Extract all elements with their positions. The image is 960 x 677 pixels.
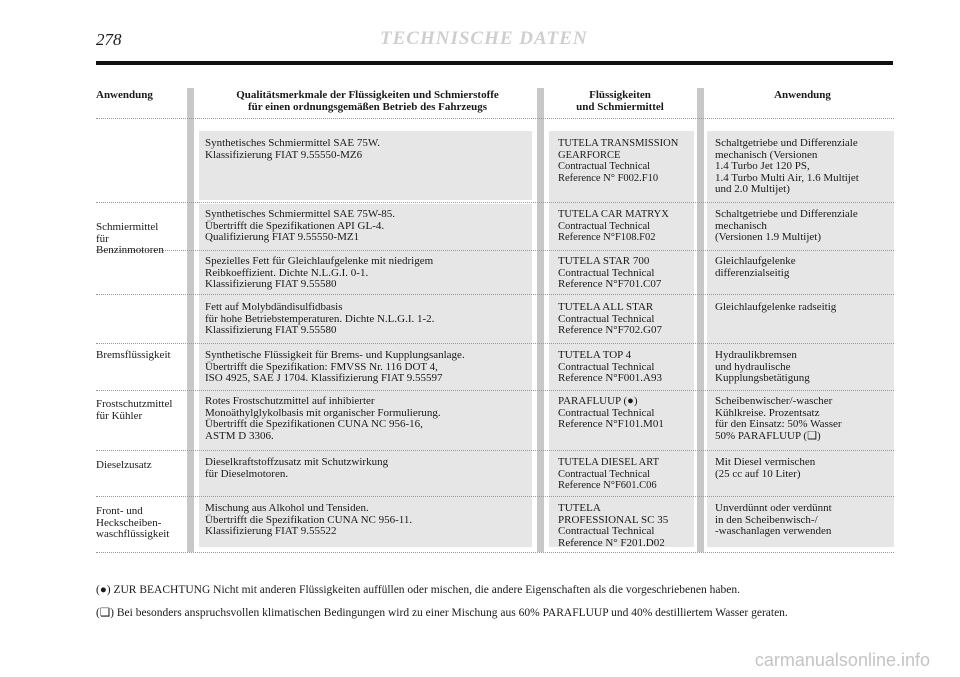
quality-cell: Synthetisches Schmiermittel SAE 75W-85. Übertrifft die Spezifikationen API GL-4. Qualifizierung FIAT 9.55550-MZ1 <box>205 208 396 243</box>
row-separator <box>96 552 894 553</box>
product-cell: TUTELA ALL STAR Contractual Technical Reference N°F702.G07 <box>558 301 662 336</box>
column-divider <box>697 88 704 552</box>
column-header-quality-line2: für einen ordnungsgemäßen Betrieb des Fahrzeugs <box>247 101 488 113</box>
group-label: Schmiermittel für Benzinmotoren <box>96 221 164 256</box>
usage-cell: Unverdünnt oder verdünnt in den Scheibenwisch-/ -waschanlagen verwenden <box>715 502 832 537</box>
watermark: carmanualsonline.info <box>754 650 930 670</box>
column-header-fluids <box>545 89 695 113</box>
footnote: (❑) Bei besonders anspruchsvollen klimatischen Bedingungen wird zu einer Mischung aus 60% PARAFLUUP und 40% destilliertem Wasser geraten. <box>96 607 788 619</box>
column-header-quality-line1: Qualitätsmerkmale der Flüssigkeiten und Schmierstoffe <box>236 89 499 101</box>
usage-cell: Gleichlaufgelenke radseitig <box>715 301 837 313</box>
quality-cell: Synthetische Flüssigkeit für Brems- und Kupplungsanlage. Übertrifft die Spezifikation: FMVSS Nr. 116 DOT 4, ISO 4925, SAE J 1704. Klassifizierung FIAT 9.55597 <box>205 349 465 384</box>
quality-cell: Rotes Frostschutzmittel auf inhibierter Monoäthylglykolbasis mit organischer Formulierung. Übertrifft die Spezifikationen CUNA NC 956-16, ASTM D 3306. <box>205 395 441 442</box>
row-separator <box>96 118 894 119</box>
column-divider <box>187 88 194 552</box>
group-label: Bremsflüssigkeit <box>96 349 171 361</box>
row-separator <box>96 450 894 451</box>
page-number: 278 <box>96 30 122 49</box>
quality-cell: Synthetisches Schmiermittel SAE 75W. Klassifizierung FIAT 9.55550-MZ6 <box>205 137 380 161</box>
usage-cell: Mit Diesel vermischen (25 cc auf 10 Liter) <box>715 456 816 480</box>
row-separator <box>96 202 894 203</box>
column-header-fluids-line2: und Schmiermittel <box>576 101 664 113</box>
product-cell: TUTELA STAR 700 Contractual Technical Reference N°F701.C07 <box>558 255 662 290</box>
row-separator <box>96 390 894 391</box>
page-title: TECHNISCHE DATEN <box>380 28 588 49</box>
product-cell: TUTELA DIESEL ART Contractual Technical Reference N°F601.C06 <box>558 457 660 491</box>
product-cell: PARAFLUUP (●) Contractual Technical Reference N°F101.M01 <box>558 395 664 430</box>
usage-cell: Gleichlaufgelenke differenzialseitig <box>715 255 796 279</box>
product-cell: TUTELA TRANSMISSION GEARFORCE Contractual Technical Reference N° F002.F10 <box>558 138 679 184</box>
column-header-usage: Anwendung <box>774 89 831 101</box>
quality-cell: Mischung aus Alkohol und Tensiden. Übertrifft die Spezifikation CUNA NC 956-11. Klassifizierung FIAT 9.55522 <box>205 502 413 537</box>
row-separator <box>96 250 894 251</box>
row-separator <box>96 343 894 344</box>
product-cell: TUTELA PROFESSIONAL SC 35 Contractual Technical Reference N° F201.D02 <box>558 502 669 549</box>
row-separator <box>96 496 894 497</box>
usage-cell: Scheibenwischer/-wascher Kühlkreise. Prozentsatz für den Einsatz: 50% Wasser 50% PARAFLUUP (❑) <box>715 395 842 442</box>
column-header-quality <box>200 89 535 113</box>
quality-cell: Dieselkraftstoffzusatz mit Schutzwirkung für Dieselmotoren. <box>205 456 389 480</box>
column-divider <box>537 88 544 552</box>
quality-cell: Spezielles Fett für Gleichlaufgelenke mit niedrigem Reibkoeffizient. Dichte N.L.G.I. 0-1. Klassifizierung FIAT 9.55580 <box>205 255 434 290</box>
usage-cell: Schaltgetriebe und Differenziale mechanisch (Versionen 1.4 Turbo Jet 120 PS, 1.4 Turbo Multi Air, 1.6 Multijet und 2.0 Multijet) <box>715 137 859 195</box>
product-cell: TUTELA CAR MATRYX Contractual Technical Reference N°F108.F02 <box>558 209 669 243</box>
header-rule <box>96 61 893 65</box>
quality-cell: Fett auf Molybdändisulfidbasis für hohe Betriebstemperaturen. Dichte N.L.G.I. 1-2. Klassifizierung FIAT 9.55580 <box>205 301 435 336</box>
column-header-fluids-line1: Flüssigkeiten <box>589 89 651 101</box>
footnote: (●) ZUR BEACHTUNG Nicht mit anderen Flüssigkeiten auffüllen oder mischen, die andere Eigenschaften als die vorgeschriebenen haben. <box>96 584 740 596</box>
column-header-application: Anwendung <box>96 89 153 101</box>
group-label: Front- und Heckscheiben- waschflüssigkeit <box>96 505 170 540</box>
group-label: Dieselzusatz <box>96 459 152 471</box>
row-separator <box>96 294 894 295</box>
product-cell: TUTELA TOP 4 Contractual Technical Reference N°F001.A93 <box>558 349 662 384</box>
group-label: Frostschutzmittel für Kühler <box>96 398 173 422</box>
usage-cell: Hydraulikbremsen und hydraulische Kupplungsbetätigung <box>715 349 810 384</box>
usage-cell: Schaltgetriebe und Differenziale mechanisch (Versionen 1.9 Multijet) <box>715 208 858 243</box>
